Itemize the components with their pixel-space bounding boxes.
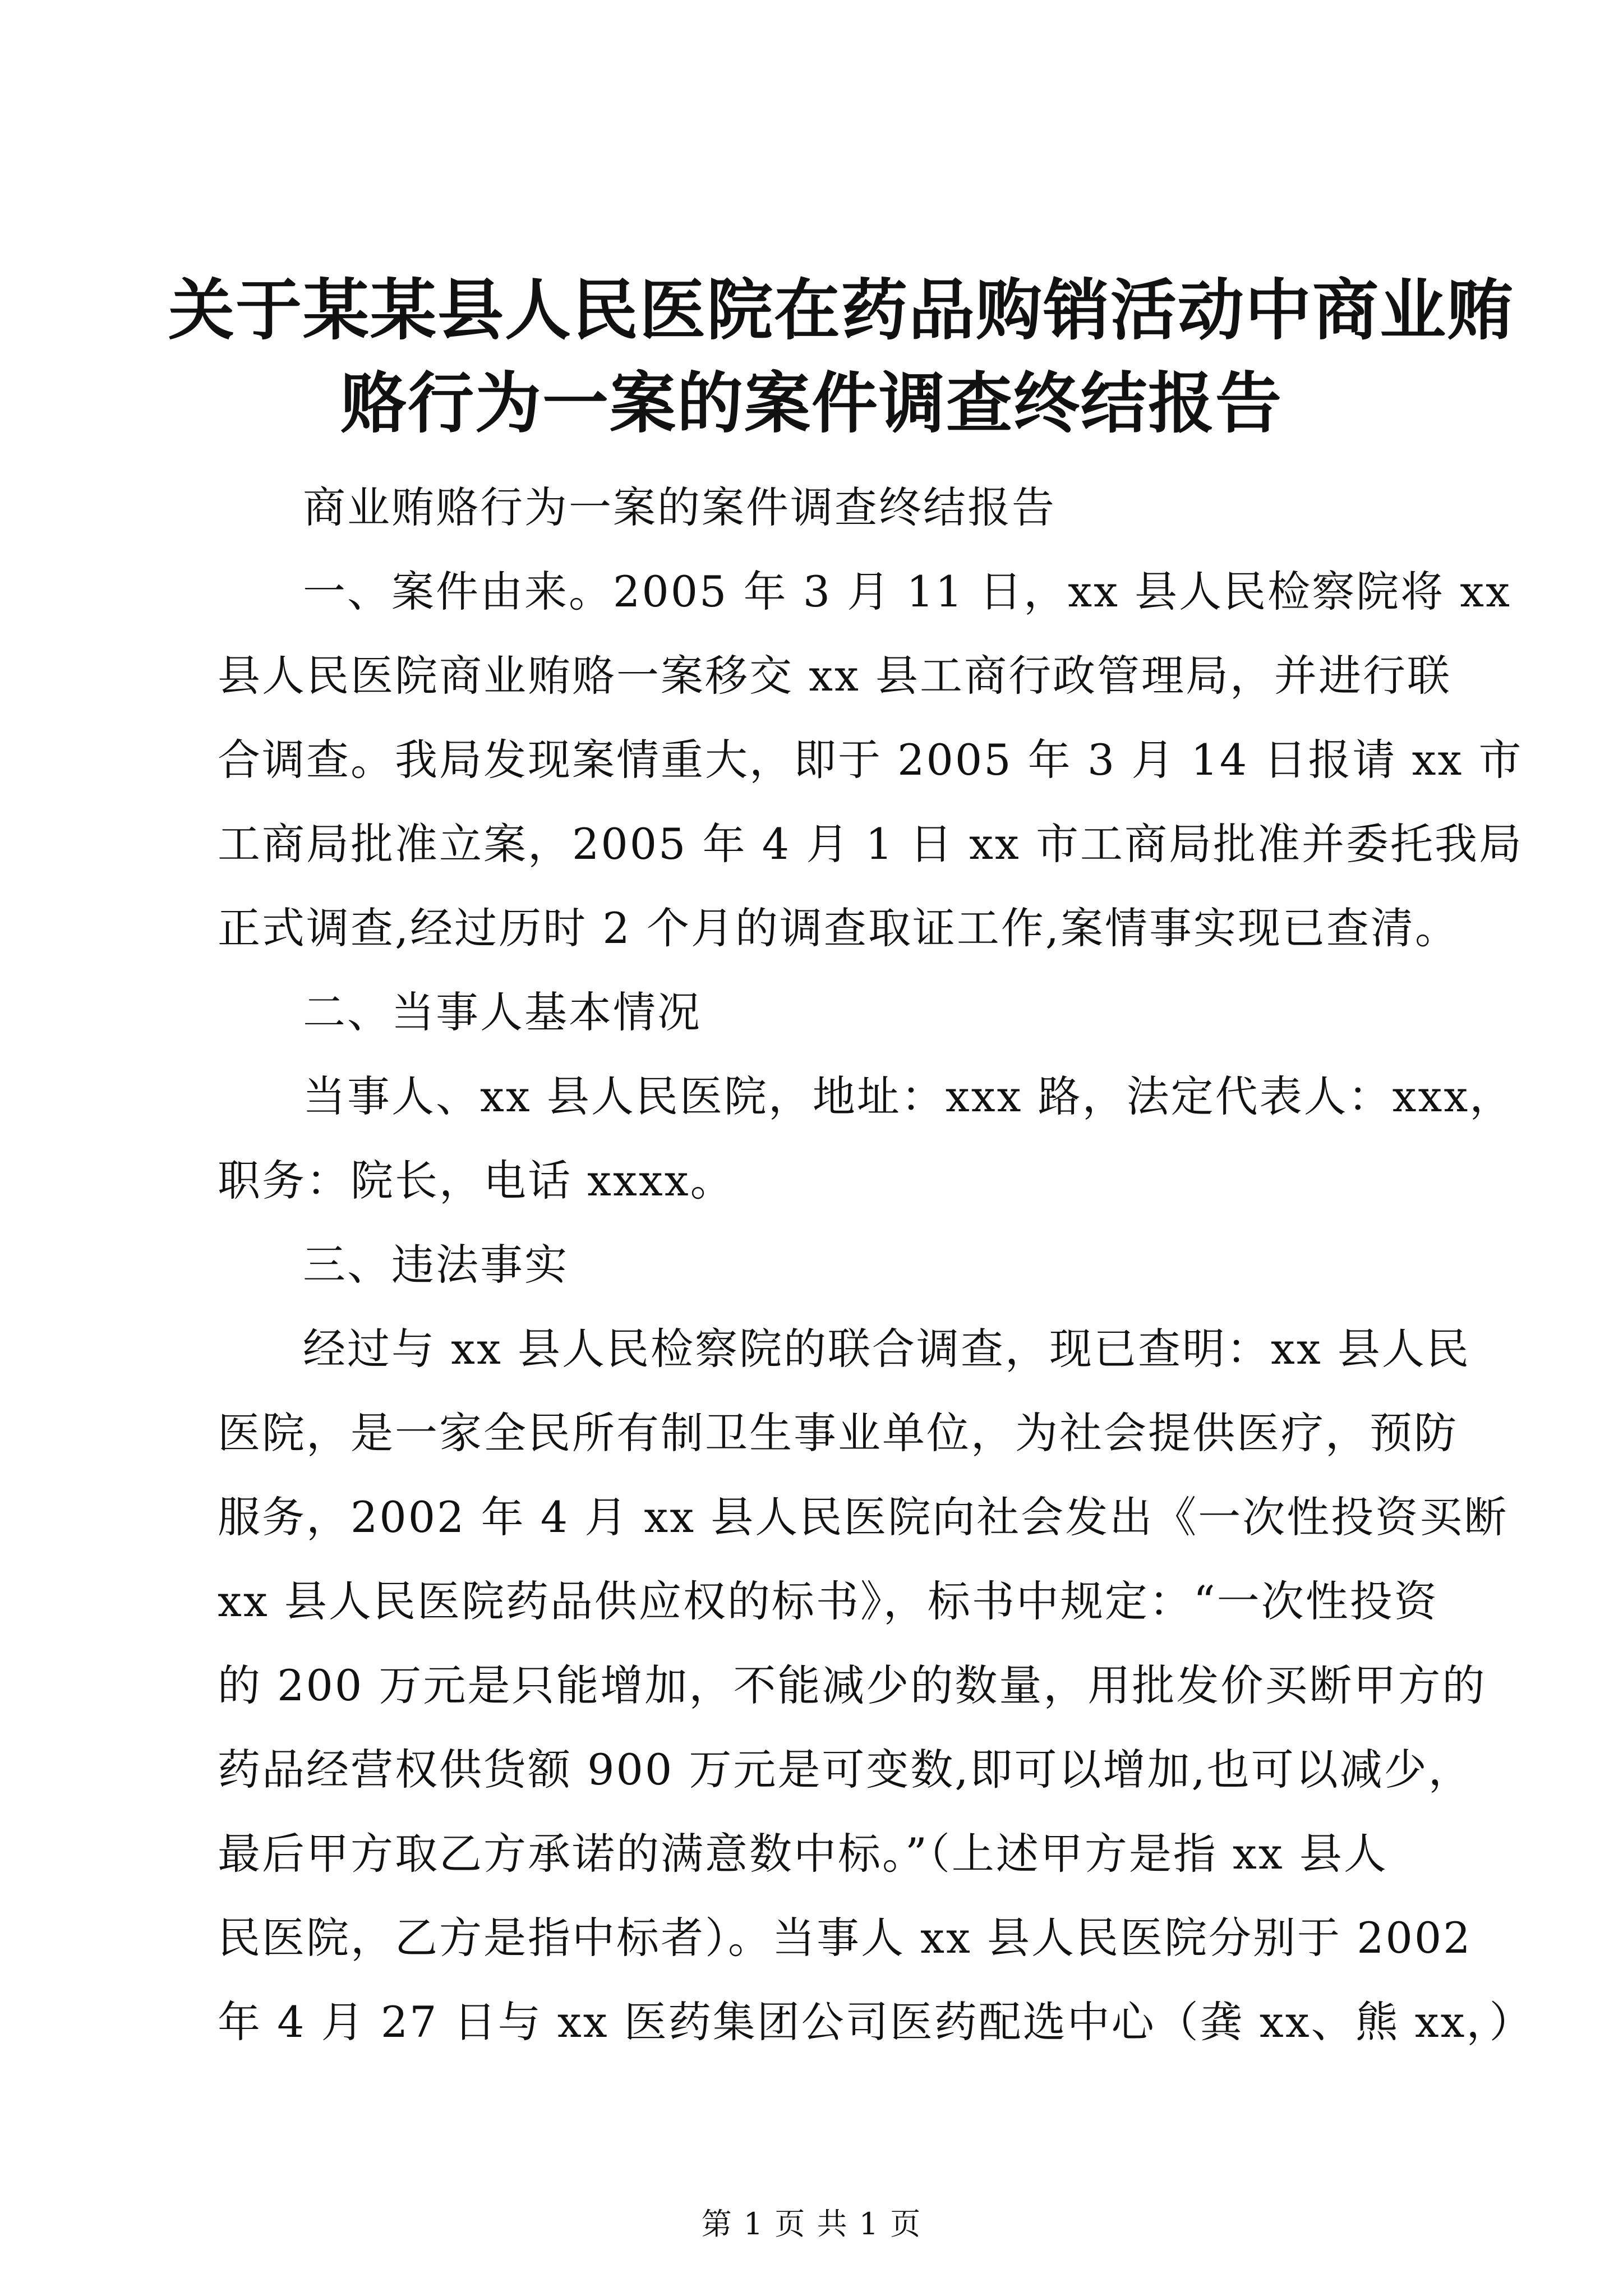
body-line: 最后甲方取乙方承诺的满意数中标。”（上述甲方是指 xx 县人: [218, 1829, 1388, 1879]
body-line: 当事人、xx 县人民医院，地址：xxx 路，法定代表人：xxx，: [303, 1071, 1514, 1121]
body-line: 一、案件由来。2005 年 3 月 11 日，xx 县人民检察院将 xx: [303, 567, 1512, 616]
body-line: 医院，是一家全民所有制卫生事业单位，为社会提供医疗，预防: [218, 1408, 1458, 1458]
page-footer: 第 1 页 共 1 页: [701, 2206, 922, 2242]
body-line: 经过与 xx 县人民检察院的联合调查，现已查明：xx 县人民: [303, 1324, 1470, 1374]
body-line: 民医院，乙方是指中标者）。当事人 xx 县人民医院分别于 2002: [218, 1913, 1472, 1963]
body-line: 服务，2002 年 4 月 xx 县人民医院向社会发出《一次性投资买断: [218, 1492, 1509, 1542]
body-line: 商业贿赂行为一案的案件调查终结报告: [303, 482, 1056, 532]
body-line: 药品经营权供货额 900 万元是可变数,即可以增加,也可以减少，: [218, 1745, 1473, 1795]
title-line-1: 关于某某县人民医院在药品购销活动中商业贿: [168, 271, 1515, 349]
body-line: 正式调查,经过历时 2 个月的调查取证工作,案情事实现已查清。: [218, 903, 1459, 953]
body-line: 县人民医院商业贿赂一案移交 xx 县工商行政管理局，并进行联: [218, 651, 1452, 701]
body-line: 二、当事人基本情况: [303, 987, 702, 1037]
body-line: 工商局批准立案，2005 年 4 月 1 日 xx 市工商局批准并委托我局: [218, 819, 1523, 869]
title-line-2: 赂行为一案的案件调查终结报告: [340, 364, 1283, 442]
body-line: 合调查。我局发现案情重大，即于 2005 年 3 月 14 日报请 xx 市: [218, 735, 1523, 785]
body-line: xx 县人民医院药品供应权的标书》，标书中规定：“一次性投资: [218, 1576, 1438, 1626]
body-line: 职务：院长，电话 xxxx。: [218, 1156, 735, 1205]
document-body: [218, 466, 1534, 2064]
body-line: 三、违法事实: [303, 1240, 569, 1290]
document-title: [168, 264, 1515, 450]
body-line: 年 4 月 27 日与 xx 医药集团公司医药配选中心（龚 xx、熊 xx，）: [218, 1997, 1534, 2047]
body-line: 的 200 万元是只能增加，不能减少的数量，用批发价买断甲方的: [218, 1660, 1487, 1710]
